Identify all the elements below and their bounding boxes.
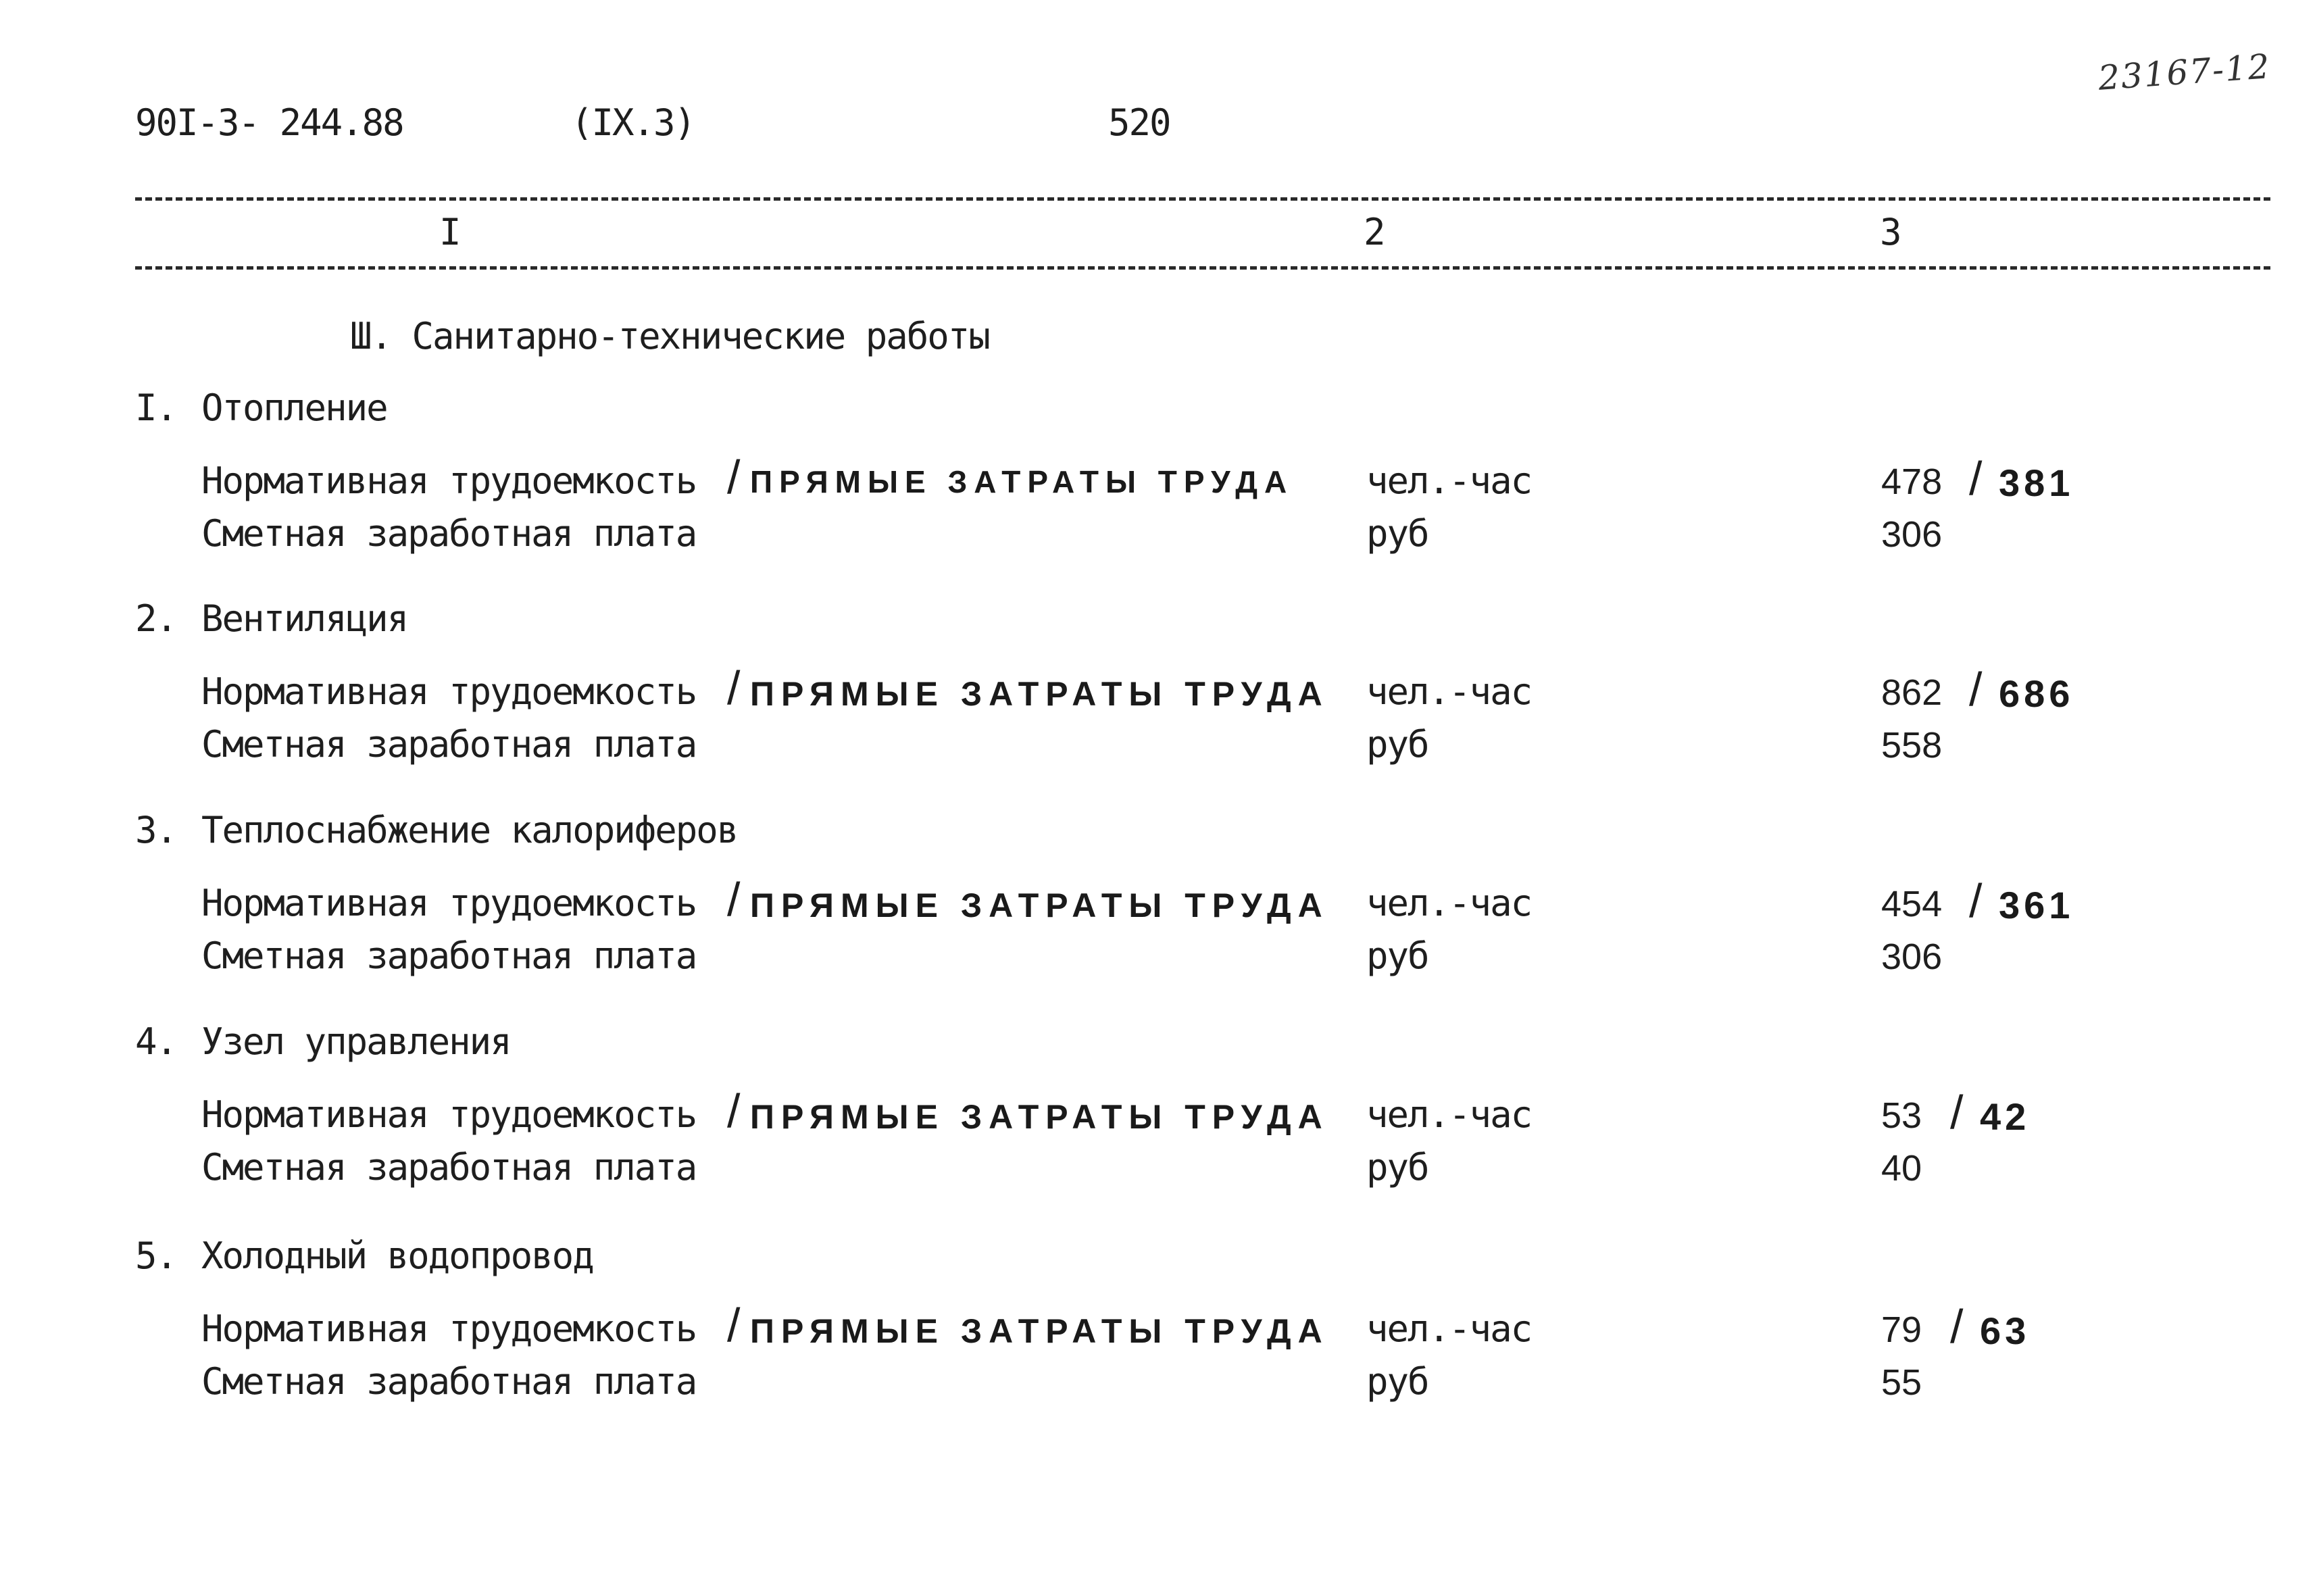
wage-label: Сметная заработная плата: [201, 1360, 697, 1403]
section-number: 3.: [135, 809, 177, 851]
section-number: I.: [135, 386, 177, 429]
handwritten-direct-labor-value: 63: [1980, 1310, 2031, 1352]
part-title: Ш. Санитарно-технические работы: [350, 315, 989, 357]
unit-cell: чел.-час: [1366, 1093, 1532, 1136]
labor-intensity-value: 79: [1881, 1310, 1922, 1350]
handwritten-corner-note: 23167-12: [2097, 47, 2272, 98]
section-title: Отопление: [201, 386, 387, 429]
section-number: 5.: [135, 1235, 177, 1277]
slash-divider: /: [727, 873, 741, 926]
slash-divider: /: [727, 1084, 741, 1137]
album-number: (IX.3): [571, 101, 695, 144]
value-slash-divider: /: [1950, 1086, 1964, 1139]
unit-cell: чел.-час: [1366, 459, 1532, 502]
unit-cell: руб: [1366, 512, 1428, 555]
handwritten-direct-labor-label: ПРЯМЫЕ ЗАТРАТЫ ТРУДА: [750, 675, 1329, 713]
wage-value: 558: [1881, 725, 1943, 766]
unit-cell: чел.-час: [1366, 882, 1532, 924]
handwritten-direct-labor-value: 361: [1999, 884, 2074, 926]
section-title: Холодный водопровод: [201, 1235, 593, 1277]
page-number: 520: [1108, 101, 1170, 144]
section-number: 4.: [135, 1020, 177, 1063]
labor-intensity-label: Нормативная трудоемкость: [201, 1307, 697, 1350]
unit-cell: руб: [1366, 934, 1428, 977]
wage-label: Сметная заработная плата: [201, 934, 697, 977]
column-header-3: 3: [1880, 211, 1901, 253]
handwritten-direct-labor-label: ПРЯМЫЕ ЗАТРАТЫ ТРУДА: [750, 887, 1329, 924]
value-slash-divider: /: [1969, 452, 1983, 505]
labor-intensity-value: 53: [1881, 1095, 1922, 1136]
wage-value: 306: [1881, 514, 1943, 555]
wage-value: 40: [1881, 1148, 1922, 1189]
document-code: 90I-3- 244.88: [135, 101, 403, 144]
wage-label: Сметная заработная плата: [201, 512, 697, 555]
column-header-1: I: [439, 211, 460, 253]
wage-value: 55: [1881, 1362, 1922, 1403]
unit-cell: руб: [1366, 723, 1428, 766]
labor-intensity-value: 454: [1881, 884, 1943, 924]
handwritten-direct-labor-value: 686: [1999, 672, 2074, 715]
handwritten-direct-labor-value: 381: [1999, 462, 2074, 504]
value-slash-divider: /: [1969, 663, 1983, 716]
wage-label: Сметная заработная плата: [201, 1146, 697, 1189]
labor-intensity-value: 862: [1881, 672, 1943, 713]
labor-intensity-label: Нормативная трудоемкость: [201, 459, 697, 502]
handwritten-direct-labor-label: ПРЯМЫЕ ЗАТРАТЫ ТРУДА: [750, 1098, 1329, 1136]
unit-cell: чел.-час: [1366, 670, 1532, 713]
handwritten-direct-labor-label: ПРЯМЫЕ ЗАТРАТЫ ТРУДА: [750, 1312, 1329, 1350]
handwritten-direct-labor-value: 42: [1980, 1095, 2031, 1138]
unit-cell: руб: [1366, 1146, 1428, 1189]
slash-divider: /: [727, 1299, 741, 1351]
labor-intensity-label: Нормативная трудоемкость: [201, 670, 697, 713]
slash-divider: /: [727, 662, 741, 714]
labor-intensity-label: Нормативная трудоемкость: [201, 882, 697, 924]
labor-intensity-value: 478: [1881, 462, 1943, 502]
value-slash-divider: /: [1969, 874, 1983, 927]
wage-value: 306: [1881, 937, 1943, 977]
unit-cell: чел.-час: [1366, 1307, 1532, 1350]
labor-intensity-label: Нормативная трудоемкость: [201, 1093, 697, 1136]
wage-label: Сметная заработная плата: [201, 723, 697, 766]
column-header-2: 2: [1364, 211, 1385, 253]
section-number: 2.: [135, 597, 177, 640]
section-title: Узел управления: [201, 1020, 511, 1063]
value-slash-divider: /: [1950, 1300, 1964, 1353]
slash-divider: /: [727, 451, 741, 503]
unit-cell: руб: [1366, 1360, 1428, 1403]
section-title: Вентиляция: [201, 597, 408, 640]
handwritten-direct-labor-label: ПРЯМЫЕ ЗАТРАТЫ ТРУДА: [750, 464, 1294, 499]
section-title: Теплоснабжение калориферов: [201, 809, 738, 851]
